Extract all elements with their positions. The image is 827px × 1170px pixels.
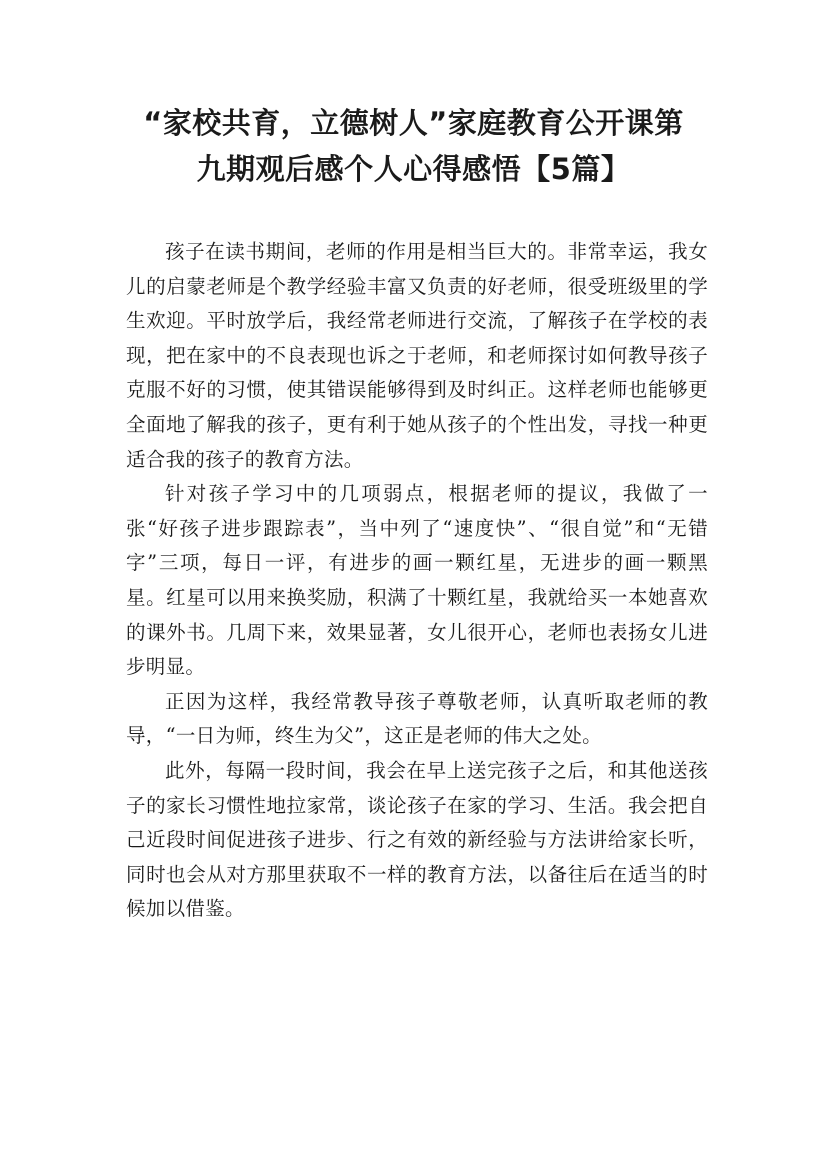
document-body (126, 235, 708, 927)
title-line-1: “家校共育，立德树人”家庭教育公开课第 (143, 106, 684, 140)
paragraph-2: 针对孩子学习中的几项弱点，根据老师的提议，我做了一张“好孩子进步跟踪表”，当中列了“速度快”、“很自觉”和“无错字”三项，每日一评，有进步的画一颗红星，无进步的画一颗黑星。红星可以用来换奖励，积满了十颗红星，我就给买一本她喜欢的课外书。几周下来，效果显著，女儿很开心，老师也表扬女儿进步明显。 (126, 482, 708, 679)
title-line-2: 九期观后感个人心得感悟【5篇】 (196, 152, 631, 186)
paragraph-3: 正因为这样，我经常教导孩子尊敬老师，认真听取老师的教导，“一日为师，终生为父”，这正是老师的伟大之处。 (126, 689, 708, 748)
paragraph-4: 此外，每隔一段时间，我会在早上送完孩子之后，和其他送孩子的家长习惯性地拉家常，谈论孩子在家的学习、生活。我会把自己近段时间促进孩子进步、行之有效的新经验与方法讲给家长听，同时也会从对方那里获取不一样的教育方法，以备往后在适当的时候加以借鉴。 (126, 758, 708, 921)
paragraph-1: 孩子在读书期间，老师的作用是相当巨大的。非常幸运，我女儿的启蒙老师是个教学经验丰富又负责的好老师，很受班级里的学生欢迎。平时放学后，我经常老师进行交流，了解孩子在学校的表现，把在家中的不良表现也诉之于老师，和老师探讨如何教导孩子克服不好的习惯，使其错误能够得到及时纠正。这样老师也能够更全面地了解我的孩子，更有利于她从孩子的个性出发，寻找一种更适合我的孩子的教育方法。 (126, 240, 708, 471)
document-title (100, 100, 727, 192)
